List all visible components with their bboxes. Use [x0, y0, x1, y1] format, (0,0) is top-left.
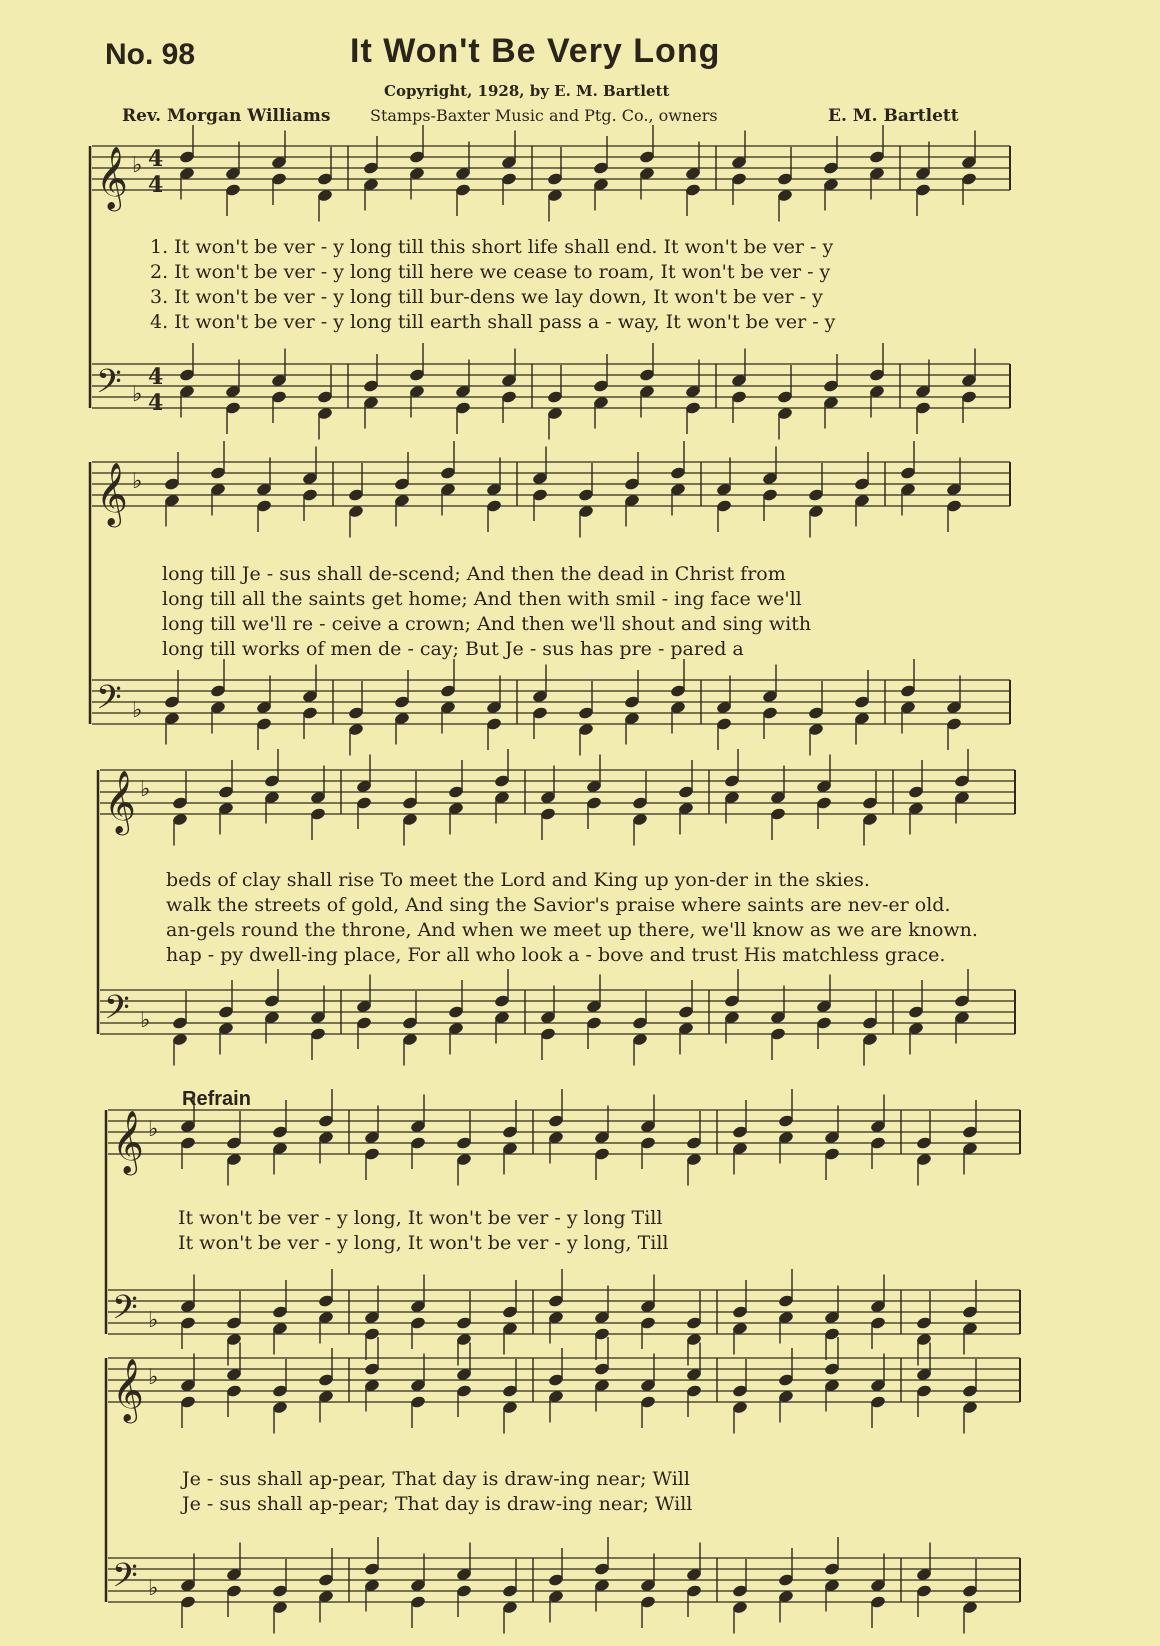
flat-icon: ♭	[148, 1308, 159, 1333]
time-signature-bottom: 4	[148, 172, 164, 198]
lyric-line: Je - sus shall ap-pear; That day is draw-ing near; Will	[182, 1493, 693, 1515]
flat-icon: ♭	[132, 382, 143, 407]
composer-credit: E. M. Bartlett	[828, 106, 959, 126]
lyric-line: It won't be ver - y long, It won't be ver - y long, Till	[178, 1232, 669, 1254]
bass-clef-icon: 𝄢	[104, 989, 130, 1035]
lyric-line: 1. It won't be ver - y long till this short life shall end. It won't be ver - y	[150, 236, 834, 258]
hymn-title: It Won't Be Very Long	[350, 32, 721, 70]
flat-icon: ♭	[132, 153, 143, 178]
flat-icon: ♭	[148, 1117, 159, 1142]
lyric-line: It won't be ver - y long, It won't be ver - y long Till	[178, 1207, 663, 1229]
lyric-line: 3. It won't be ver - y long till bur-dens we lay down, It won't be ver - y	[150, 286, 823, 308]
refrain-label: Refrain	[182, 1088, 251, 1110]
treble-clef-icon: 𝄞	[112, 1110, 144, 1173]
time-signature-top: 4	[148, 146, 164, 172]
lyric-line: long till works of men de - cay; But Je - sus has pre - pared a	[162, 638, 744, 660]
lyric-line: Je - sus shall ap-pear, That day is draw-ing near; Will	[182, 1468, 690, 1490]
time-signature-bottom: 4	[148, 390, 164, 416]
flat-icon: ♭	[140, 777, 151, 802]
bass-clef-icon: 𝄢	[112, 1289, 138, 1335]
time-signature-top: 4	[148, 364, 164, 390]
lyric-line: 2. It won't be ver - y long till here we cease to roam, It won't be ver - y	[150, 261, 831, 283]
bass-clef-icon: 𝄢	[96, 679, 122, 725]
lyric-line: 4. It won't be ver - y long till earth shall pass a - way, It won't be ver - y	[150, 311, 836, 333]
lyric-line: long till Je - sus shall de-scend; And then the dead in Christ from	[162, 563, 786, 585]
treble-clef-icon: 𝄞	[112, 1358, 144, 1421]
flat-icon: ♭	[140, 1008, 151, 1033]
hymn-number: No. 98	[105, 38, 196, 71]
treble-clef-icon: 𝄞	[104, 770, 136, 833]
lyric-line: long till all the saints get home; And then with smil - ing face we'll	[162, 588, 802, 610]
lyric-line: long till we'll re - ceive a crown; And then we'll shout and sing with	[162, 613, 812, 635]
owners-credit: Stamps-Baxter Music and Ptg. Co., owners	[370, 106, 718, 125]
lyric-line: walk the streets of gold, And sing the Savior's praise where saints are nev-er old.	[166, 894, 951, 916]
bass-clef-icon: 𝄢	[96, 363, 122, 409]
lyric-line: an-gels round the throne, And when we meet up there, we'll know as we are known.	[166, 919, 978, 941]
lyric-line: hap - py dwell-ing place, For all who look a - bove and trust His matchless grace.	[166, 944, 946, 966]
lyric-line: beds of clay shall rise To meet the Lord and King up yon-der in the skies.	[166, 869, 870, 891]
treble-clef-icon: 𝄞	[96, 462, 128, 525]
flat-icon: ♭	[148, 1576, 159, 1601]
flat-icon: ♭	[132, 698, 143, 723]
copyright-line: Copyright, 1928, by E. M. Bartlett	[384, 82, 670, 100]
bass-clef-icon: 𝄢	[112, 1557, 138, 1603]
flat-icon: ♭	[132, 469, 143, 494]
lyricist-credit: Rev. Morgan Williams	[122, 106, 331, 126]
flat-icon: ♭	[148, 1365, 159, 1390]
treble-clef-icon: 𝄞	[96, 146, 128, 209]
